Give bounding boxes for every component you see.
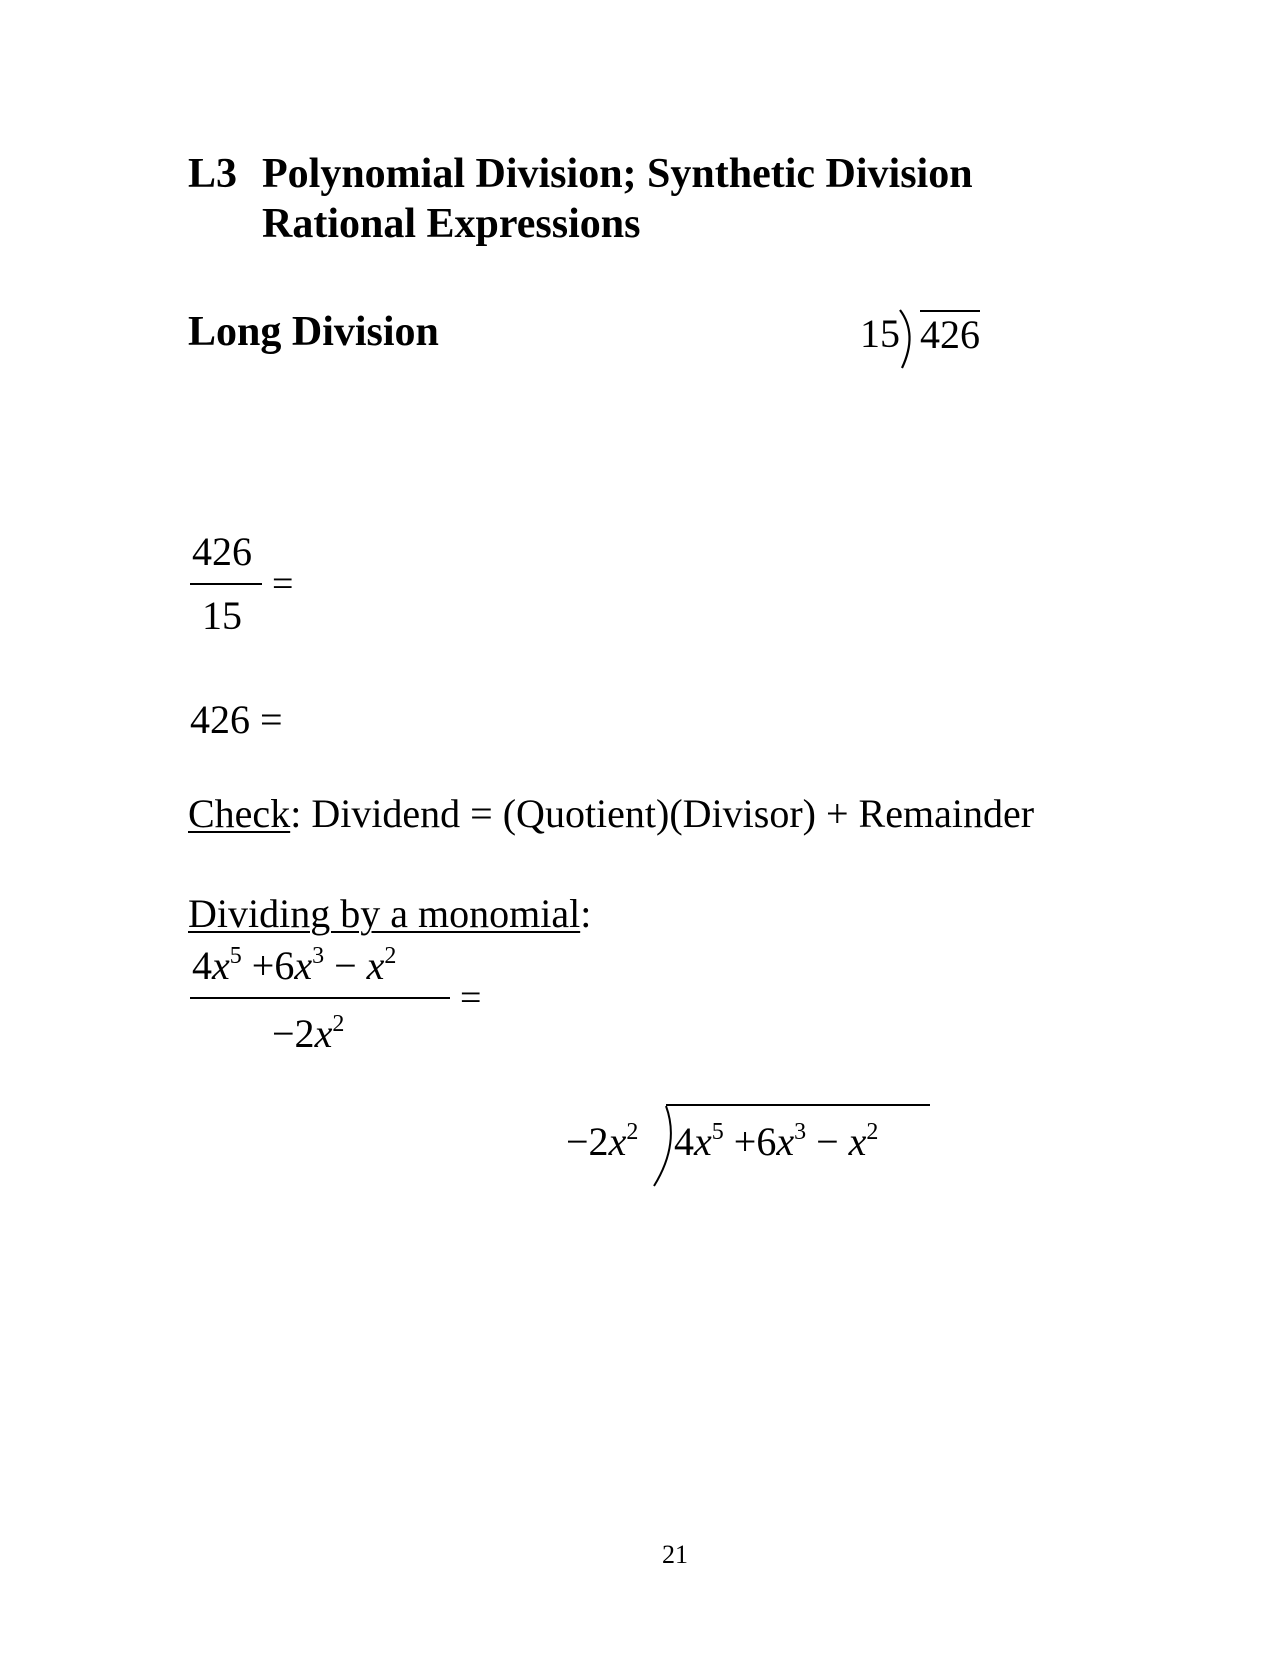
check-colon: : <box>290 791 302 836</box>
dividend-term2-coefficient: 6 <box>756 1119 777 1164</box>
dividend-term3-variable: x <box>848 1119 867 1164</box>
monomial-equals: = <box>460 977 482 1019</box>
check-line <box>188 790 1034 837</box>
dividend-term2-variable: x <box>776 1119 795 1164</box>
divisor-variable: x <box>608 1119 627 1164</box>
long-division-dividend: 426 <box>920 312 980 357</box>
divisor-exponent: 2 <box>626 1119 639 1145</box>
dividend-term1-exponent: 5 <box>711 1119 724 1145</box>
term3-exponent: 2 <box>384 943 397 969</box>
dividend-term2-exponent: 3 <box>794 1119 807 1145</box>
poly-division-bracket-icon <box>652 1104 676 1188</box>
denominator-exponent: 2 <box>332 1011 345 1037</box>
long-division-heading: Long Division <box>188 309 439 355</box>
page-title: Polynomial Division; Synthetic Division <box>262 151 973 197</box>
monomial-heading <box>188 890 591 937</box>
dividend-term1-variable: x <box>694 1119 712 1164</box>
term2-coefficient: 6 <box>274 943 295 988</box>
operator-plus: + <box>241 943 275 988</box>
monomial-fraction-bar <box>190 997 450 999</box>
poly-division-vinculum <box>666 1104 930 1106</box>
fraction-denominator: 15 <box>202 593 242 638</box>
section-number: L3 <box>188 151 238 197</box>
fraction-numerator: 426 <box>192 529 252 574</box>
term1-coefficient: 4 <box>192 943 212 988</box>
fraction-equals: = <box>272 563 294 605</box>
term2-exponent: 3 <box>312 943 325 969</box>
check-text: Dividend = (Quotient)(Divisor) + Remainder <box>301 791 1035 836</box>
divisor-coefficient: −2 <box>566 1119 609 1164</box>
monomial-label: Dividing by a monomial <box>188 891 581 936</box>
dividend-term3-exponent: 2 <box>866 1119 879 1145</box>
page-subtitle: Rational Expressions <box>262 201 641 247</box>
fraction-bar <box>190 583 262 585</box>
poly-division-divisor <box>566 1118 638 1165</box>
monomial-fraction-denominator <box>272 1010 344 1057</box>
poly-division-dividend <box>674 1118 878 1165</box>
dividend-operator-minus: − <box>806 1119 849 1164</box>
denominator-coefficient: −2 <box>272 1011 315 1056</box>
equation-426: 426 = <box>190 697 283 742</box>
page-number: 21 <box>662 1540 688 1569</box>
monomial-fraction-numerator <box>192 942 396 989</box>
term2-variable: x <box>294 943 313 988</box>
operator-minus: − <box>324 943 367 988</box>
division-bracket-icon <box>896 308 922 370</box>
term1-variable: x <box>212 943 230 988</box>
denominator-variable: x <box>314 1011 333 1056</box>
dividend-term1-coefficient: 4 <box>674 1119 694 1164</box>
monomial-colon: : <box>580 891 592 936</box>
long-division-divisor: 15 <box>860 311 900 356</box>
dividend-operator-plus: + <box>723 1119 757 1164</box>
term1-exponent: 5 <box>229 943 242 969</box>
check-label: Check <box>188 791 291 836</box>
term3-variable: x <box>366 943 385 988</box>
